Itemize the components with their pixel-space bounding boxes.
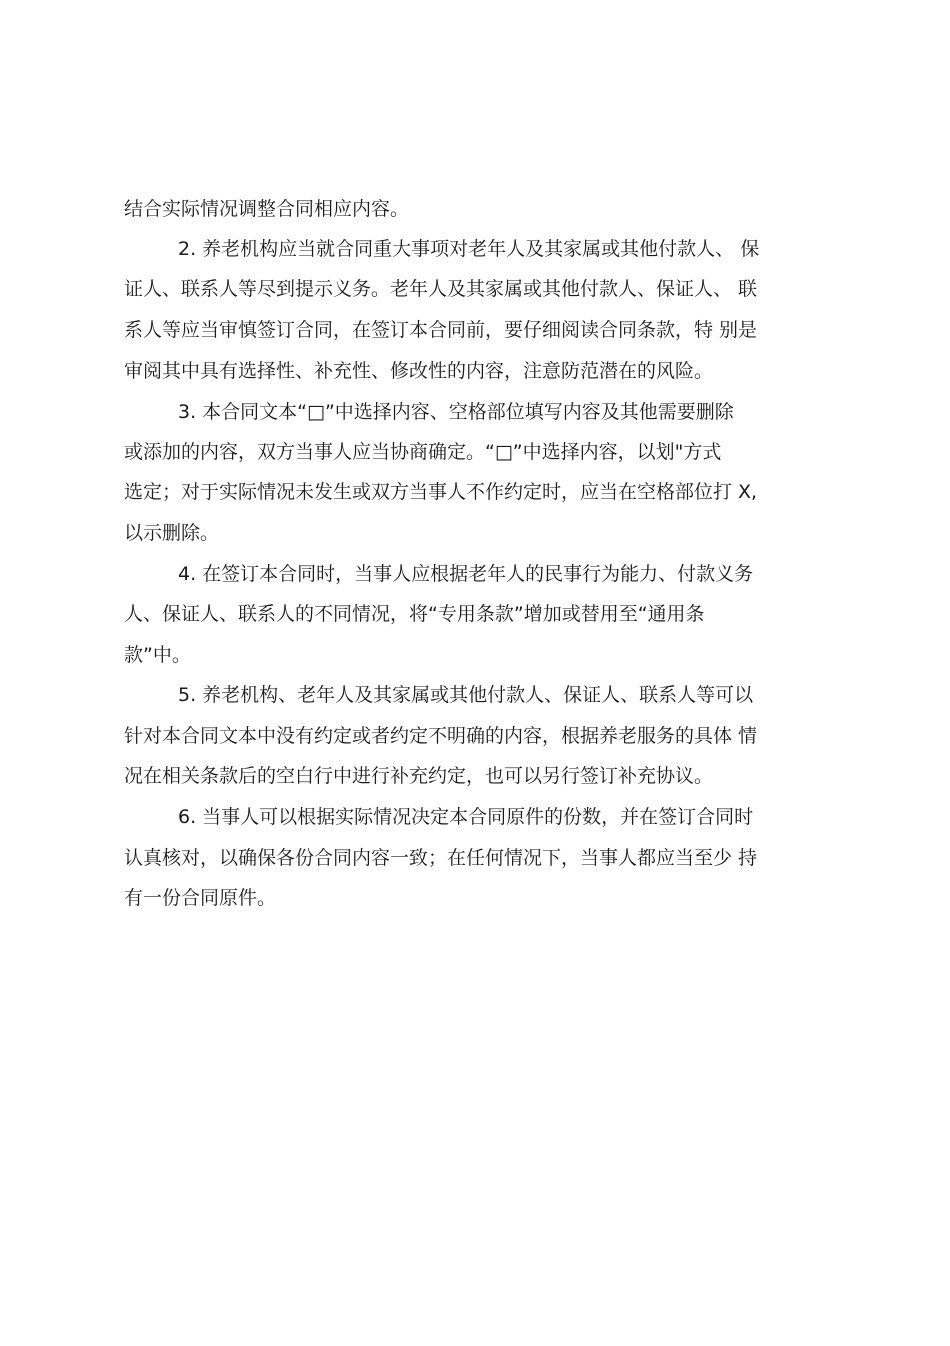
text-line: 认真核对，以确保各份合同内容一致；在任何情况下，当事人都应当至少 持 xyxy=(124,847,758,869)
text-line: 或添加的内容，双方当事人应当协商确定。“□”中选择内容，以划"方式 xyxy=(124,441,722,463)
text-line: 2. 养老机构应当就合同重大事项对老年人及其家属或其他付款人、 保 xyxy=(178,238,760,260)
text-line: 人、保证人、联系人的不同情况，将“专用条款”增加或替用至“通用条 xyxy=(124,603,705,625)
text-line: 系人等应当审慎签订合同，在签订本合同前，要仔细阅读合同条款，特 别是 xyxy=(124,319,758,341)
text-line: 审阅其中具有选择性、补充性、修改性的内容，注意防范潜在的风险。 xyxy=(124,360,714,382)
text-line: 4. 在签订本合同时，当事人应根据老年人的民事行为能力、付款义务 xyxy=(178,563,754,585)
text-line: 选定；对于实际情况未发生或双方当事人不作约定时，应当在空格部位打 X, xyxy=(124,481,758,503)
text-line: 有一份合同原件。 xyxy=(124,887,277,909)
text-line: 以示删除。 xyxy=(124,522,220,544)
text-line: 5. 养老机构、老年人及其家属或其他付款人、保证人、联系人等可以 xyxy=(178,684,754,706)
text-line: 针对本合同文本中没有约定或者约定不明确的内容，根据养老服务的具体 情 xyxy=(124,725,758,747)
text-line: 结合实际情况调整合同相应内容。 xyxy=(124,198,410,220)
text-line: 况在相关条款后的空白行中进行补充约定，也可以另行签订补充协议。 xyxy=(124,765,714,787)
text-line: 证人、联系人等尽到提示义务。老年人及其家属或其他付款人、保证人、 联 xyxy=(124,278,758,300)
text-line: 3. 本合同文本“□”中选择内容、空格部位填写内容及其他需要删除 xyxy=(178,401,734,423)
text-line: 6. 当事人可以根据实际情况决定本合同原件的份数，并在签订合同时 xyxy=(178,806,754,828)
text-line: 款”中。 xyxy=(124,644,191,666)
